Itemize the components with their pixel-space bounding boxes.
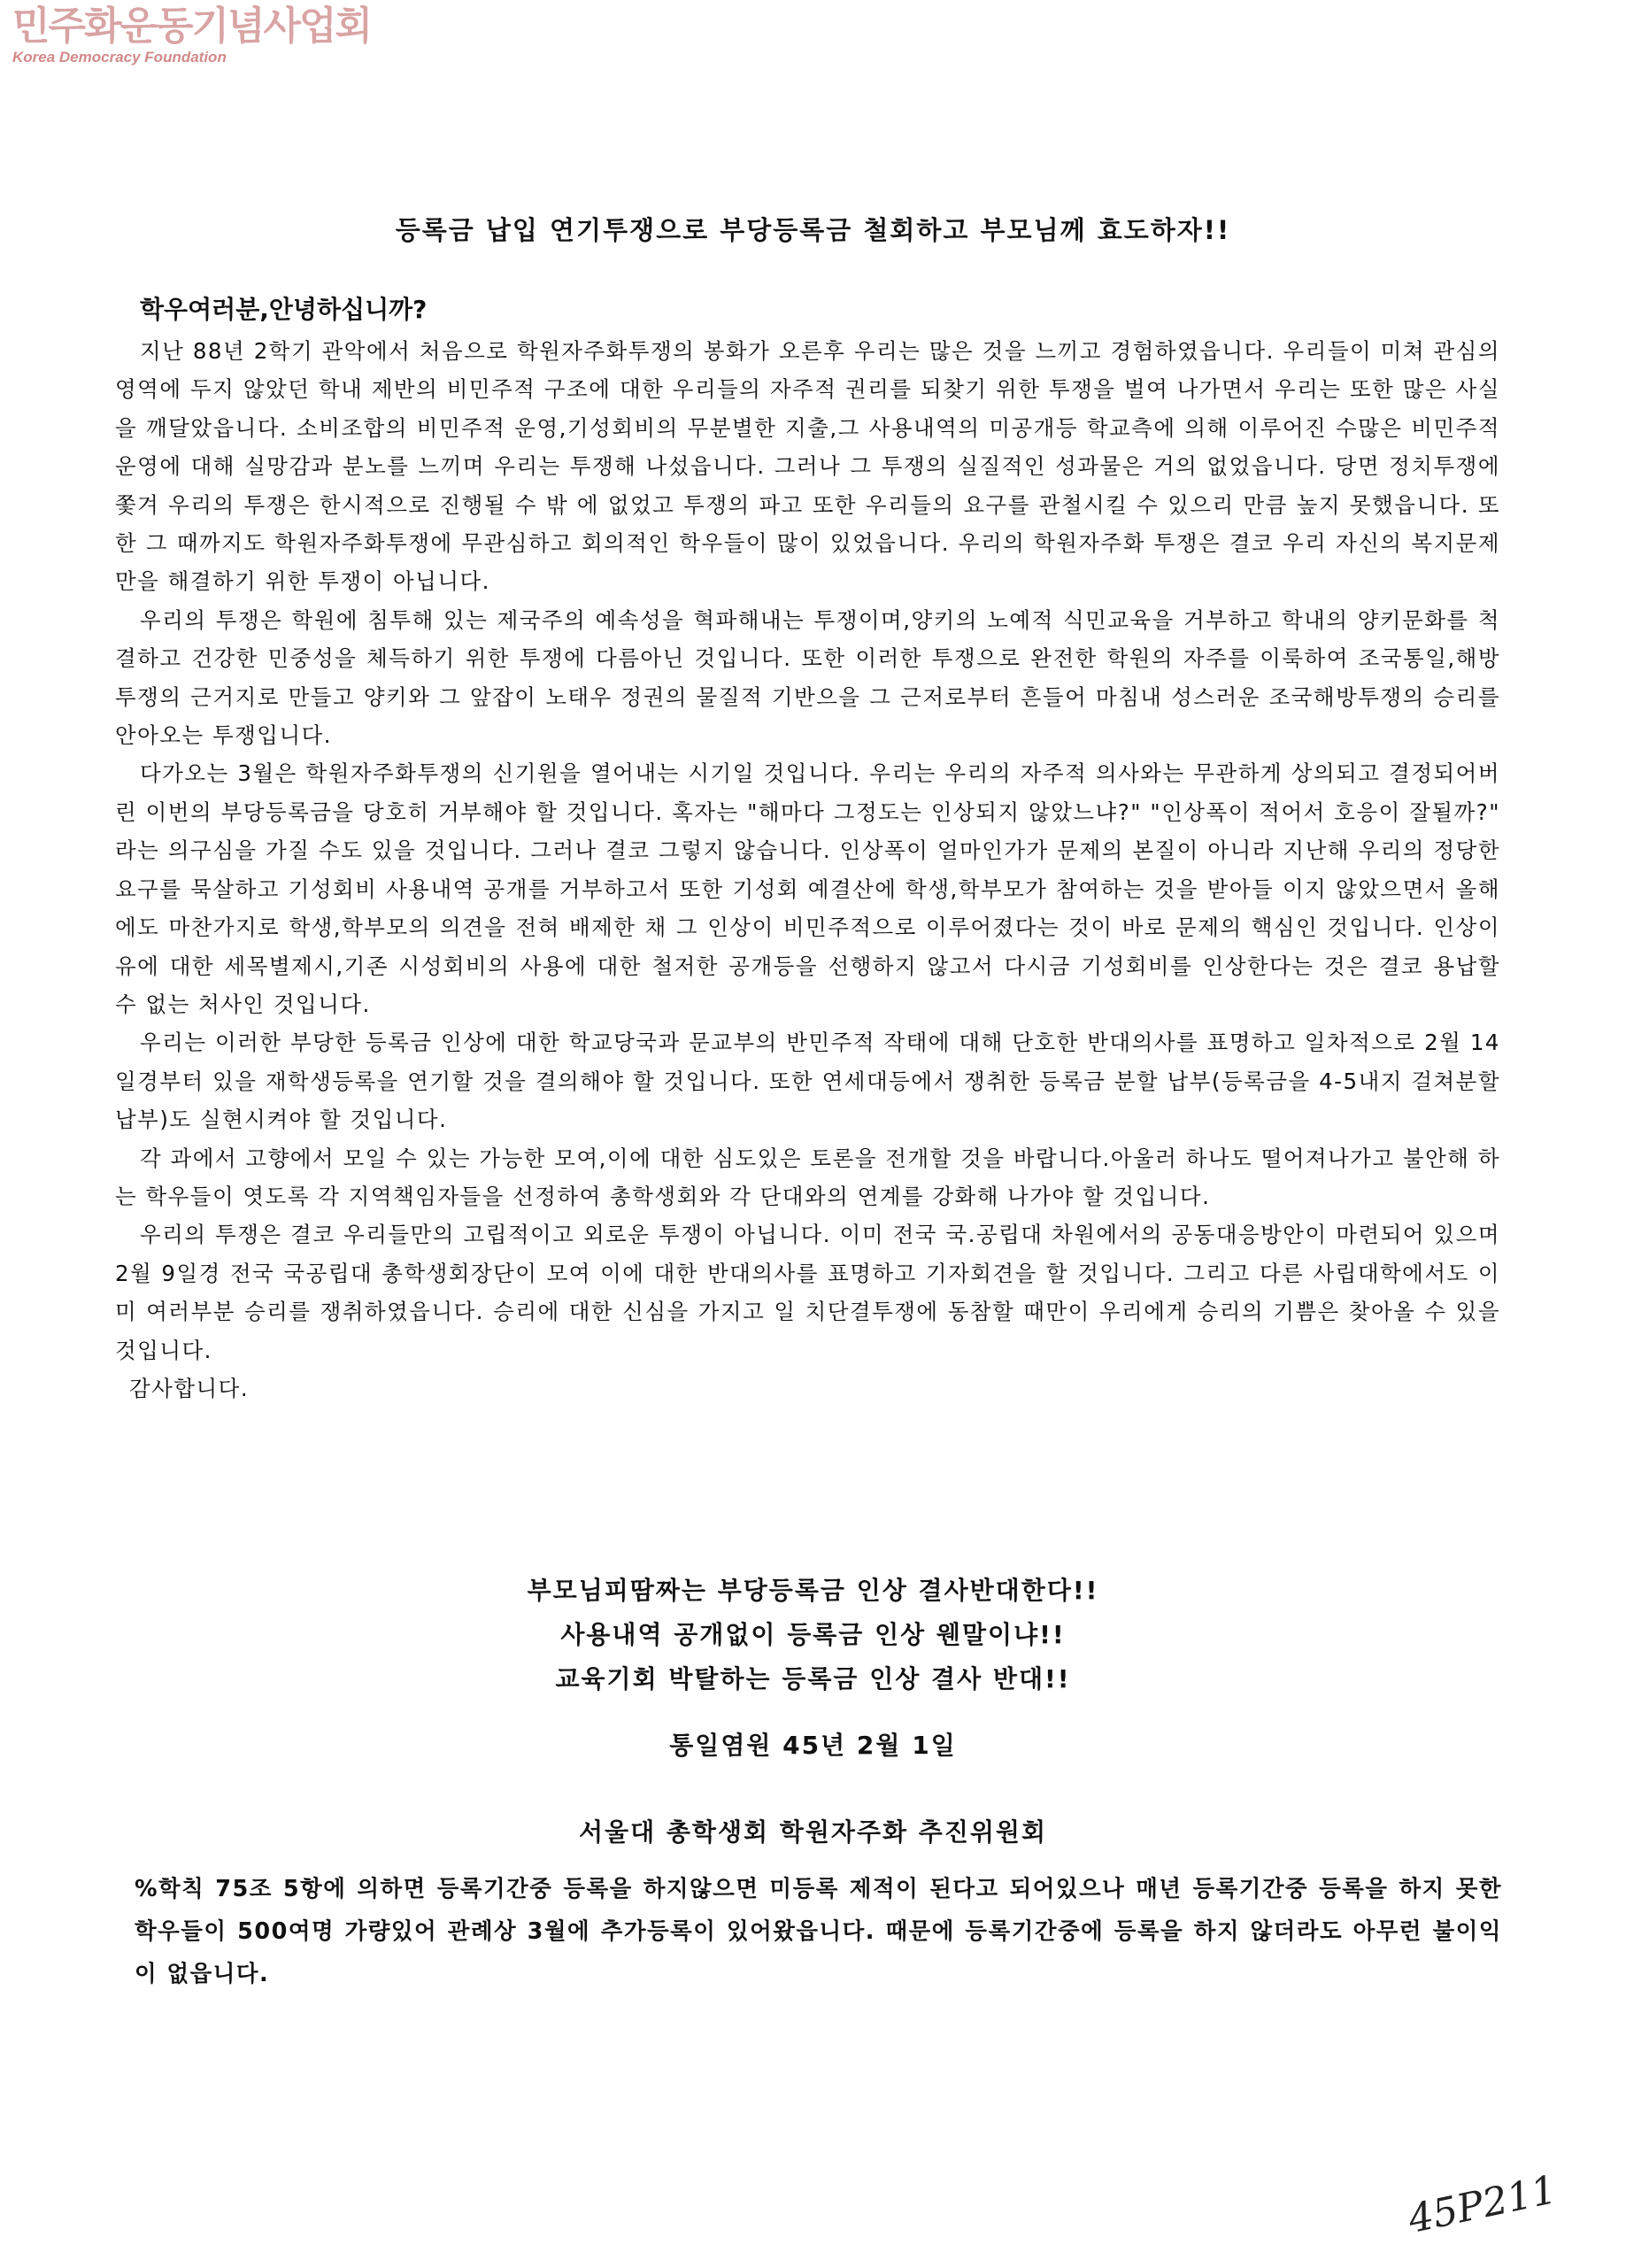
paragraph-5: 각 과에서 고향에서 모일 수 있는 가능한 모여,이에 대한 심도있은 토론을 전개할 것을 바랍니다.아울러 하나도 떨어져나가고 불안해 하는 학우들이 엿도록 각 지역책임자들을 선정하여 총학생회와 각 단대와의 연계를 강화해 나가야 할 것입니다.	[115, 1145, 1500, 1209]
paragraph-2: 우리의 투쟁은 학원에 침투해 있는 제국주의 예속성을 혁파해내는 투쟁이며,양키의 노예적 식민교육을 거부하고 학내의 양키문화를 척결하고 건강한 민중성을 체득하기 위한 투쟁에 다름아닌 것입니다. 또한 이러한 투쟁으로 완전한 학원의 자주를 이룩하여 조국통일,해방투쟁의 근거지로 만들고 양키와 그 앞잡이 노태우 정권의 물질적 기반으을 그 근저로부터 흔들어 마침내 성스러운 조국해방투쟁의 승리를 안아오는 투쟁입니다.	[115, 606, 1500, 749]
greeting: 학우여러분,안녕하십니까?	[140, 295, 428, 324]
document-body	[115, 332, 1500, 1408]
slogan-2: 사용내역 공개없이 등록금 인상 웬말이냐!!	[560, 1620, 1066, 1649]
document-title: 등록금 납입 연기투쟁으로 부당등록금 철회하고 부모님께 효도하자!!	[395, 215, 1231, 245]
issuing-organization: 서울대 총학생회 학원자주화 추진위원회	[578, 1817, 1048, 1847]
handwritten-archive-number: 45P211	[1404, 2166, 1561, 2243]
watermark-logo	[12, 4, 372, 66]
footnote: %학칙 75조 5항에 의하면 등록기간중 등록을 하지않으면 미등록 제적이 된다고 되어있으나 매년 등록기간중 등록을 하지 못한 학우들이 500여명 가량있어 관례상 3월에 추가등록이 있어왔읍니다. 때문에 등록기간중에 등록을 하지 않더라도 아무런 불이익이 없읍니다.	[135, 1876, 1502, 1987]
paragraph-1: 지난 88년 2학기 관악에서 처음으로 학원자주화투쟁의 봉화가 오른후 우리는 많은 것을 느끼고 경험하였읍니다. 우리들이 미쳐 관심의 영역에 두지 않았던 학내 제반의 비민주적 구조에 대한 우리들의 자주적 권리를 되찾기 위한 투쟁을 벌여 나가면서 우리는 또한 많은 사실을 깨달았읍니다. 소비조합의 비민주적 운영,기성회비의 무분별한 지출,그 사용내역의 미공개등 학교측에 의해 이루어진 수많은 비민주적 운영에 대해 실망감과 분노를 느끼며 우리는 투쟁해 나섰읍니다. 그러나 그 투쟁의 실질적인 성과물은 거의 없었읍니다. 당면 정치투쟁에 쫓겨 우리의 투쟁은 한시적으로 진행될 수 밖 에 없었고 투쟁의 파고 또한 우리들의 요구를 관철시킬 수 있으리 만큼 높지 못했읍니다. 또한 그 때까지도 학원자주화투쟁에 무관심하고 회의적인 학우들이 많이 있었읍니다. 우리의 학원자주화 투쟁은 결코 우리 자신의 복지문제만을 해결하기 위한 투쟁이 아닙니다.	[115, 338, 1500, 595]
watermark-org-korean: 민주화운동기념사업회	[12, 4, 372, 49]
slogan-3: 교육기회 박탈하는 등록금 인상 결사 반대!!	[555, 1664, 1071, 1693]
paragraph-3: 다가오는 3월은 학원자주화투쟁의 신기원을 열어내는 시기일 것입니다. 우리는 우리의 자주적 의사와는 무관하게 상의되고 결정되어버린 이번의 부당등록금을 당호히 거부해야 할 것입니다. 혹자는 "해마다 그정도는 인상되지 않았느냐?" "인상폭이 적어서 호응이 잘될까?" 라는 의구심을 가질 수도 있을 것입니다. 그러나 결코 그렇지 않습니다. 인상폭이 얼마인가가 문제의 본질이 아니라 지난해 우리의 정당한 요구를 묵살하고 기성회비 사용내역 공개를 거부하고서 또한 기성회 예결산에 학생,학부모가 참여하는 것을 받아들 이지 않았으면서 올해에도 마찬가지로 학생,학부모의 의견을 전혀 배제한 채 그 인상이 비민주적으로 이루어졌다는 것이 바로 문제의 핵심인 것입니다. 인상이유에 대한 세목별제시,기존 시성회비의 사용에 대한 철저한 공개등을 선행하지 않고서 다시금 기성회비를 인상한다는 것은 결코 용납할 수 없는 처사인 것입니다.	[115, 760, 1500, 1017]
document-date: 통일염원 45년 2월 1일	[669, 1731, 957, 1760]
closing-line: 감사합니다.	[129, 1375, 250, 1401]
watermark-org-english: Korea Democracy Foundation	[12, 49, 227, 66]
slogan-block	[0, 1569, 1626, 1701]
paragraph-4: 우리는 이러한 부당한 등록금 인상에 대한 학교당국과 문교부의 반민주적 작태에 대해 단호한 반대의사를 표명하고 일차적으로 2월 14일경부터 있을 재학생등록을 연기할 것을 결의해야 할 것입니다. 또한 연세대등에서 쟁취한 등록금 분할 납부(등록금을 4-5내지 걸쳐분할납부)도 실현시켜야 할 것입니다.	[115, 1030, 1500, 1133]
paragraph-6: 우리의 투쟁은 결코 우리들만의 고립적이고 외로운 투쟁이 아닙니다. 이미 전국 국.공립대 차원에서의 공동대응방안이 마련되어 있으며 2월 9일경 전국 국공립대 총학생회장단이 모여 이에 대한 반대의사를 표명하고 기자회견을 할 것입니다. 그리고 다른 사립대학에서도 이미 여러부분 승리를 쟁취하였읍니다. 승리에 대한 신심을 가지고 일 치단결투쟁에 동참할 때만이 우리에게 승리의 기쁨은 찾아올 수 있을 것입니다.	[115, 1222, 1500, 1363]
slogan-1: 부모님피땀짜는 부당등록금 인상 결사반대한다!!	[527, 1576, 1099, 1605]
